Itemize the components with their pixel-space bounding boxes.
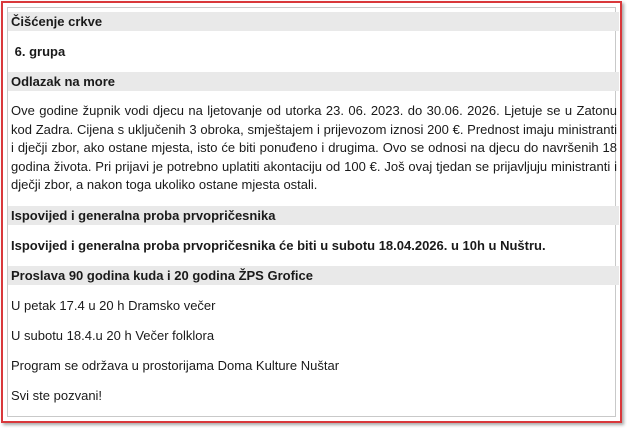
event-line-venue: Program se održava u prostorijama Doma Kulture Nuštar [11, 357, 340, 373]
section-heading-celebration: Proslava 90 godina kuda i 20 godina ŽPS Grofice [8, 266, 619, 285]
cleaning-group: 6. grupa [11, 44, 66, 59]
confession-text: Ispovijed i generalna proba prvopričesnika će biti u subotu 18.04.2026. u 10h u Nuštru. [11, 237, 546, 253]
section-heading-sea-trip: Odlazak na more [8, 72, 619, 91]
bulletin-content [8, 12, 619, 416]
sea-trip-paragraph: Ove godine župnik vodi djecu na ljetovanje od utorka 23. 06. 2023. do 30.06. 2026. Ljetuje se u Zatonu kod Zadra. Cijena s uključenih 3 obroka, smještajem i prijevozom iznosi 200 €. Prednost imaju ministranti i dječji zbor, ako ostane mjesta, isto će biti ponuđeno i drugima. Ovo se odnosi na djecu do navršenih 18 godina života. Pri prijavi je potrebno uplatiti akontaciju od 100 €. Još ovaj tjedan se prijavljuju ministranti i dječji zbor, a nakon toga ukoliko ostane mjesta ostali. [11, 103, 617, 193]
event-line-invitation: Svi ste pozvani! [11, 387, 103, 403]
bulletin-frame [1, 1, 622, 423]
section-heading-confession: Ispovijed i generalna proba prvopričesnika [8, 206, 619, 225]
event-line-friday: U petak 17.4 u 20 h Dramsko večer [11, 297, 216, 313]
section-heading-church-cleaning: Čišćenje crkve [8, 12, 619, 31]
event-line-saturday: U subotu 18.4.u 20 h Večer folklora [11, 327, 215, 343]
